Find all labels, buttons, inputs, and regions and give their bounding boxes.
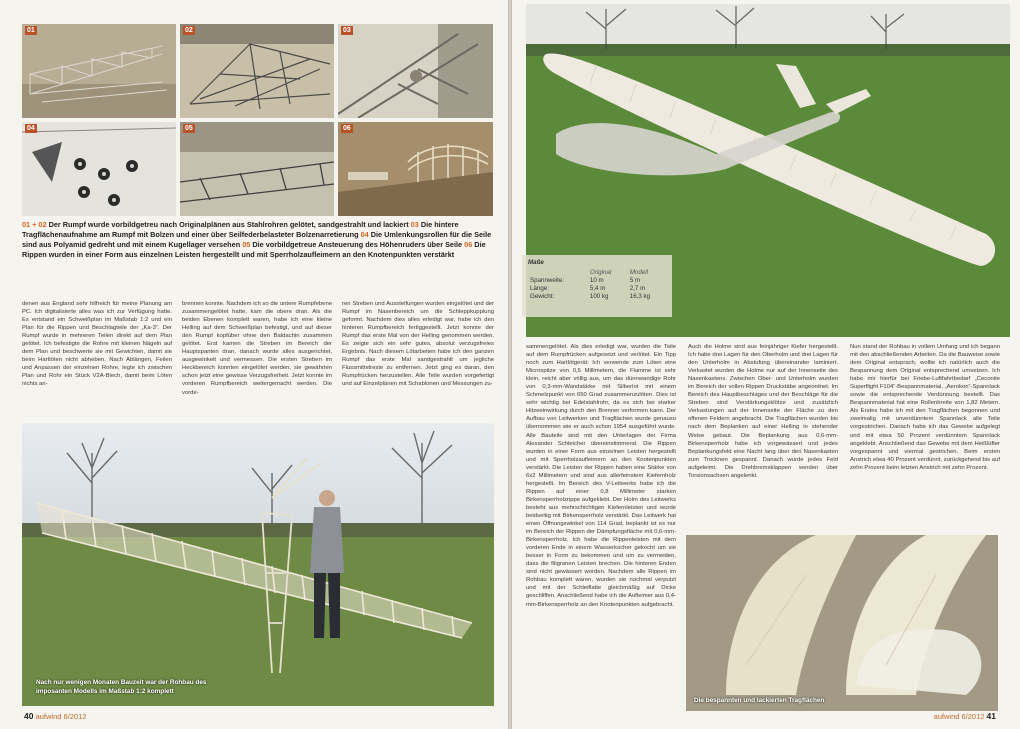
- body-column-3: [850, 343, 1000, 529]
- dimensions-original: 10 m: [589, 277, 604, 284]
- photo-number: 03: [343, 27, 351, 34]
- dimensions-table: [528, 269, 666, 301]
- dimensions-model: 16,3 kg: [629, 293, 651, 300]
- body-column-1: [526, 343, 676, 711]
- wings-photo-caption: Die bespannten und lackierten Tragflächen: [694, 697, 825, 704]
- dimensions-model: 5 m: [629, 277, 641, 284]
- body-text: brennen konnte. Nachdem ich so die untere Rumpfebene zusammengelötet hatte, kam die obere dran. Als die beiden Ebenen komplett waren, habe ich eine kleine Helling auf dem Schweißplan befestigt, und auf dieser den Rumpf kopfüber ohne den Baldachin zusammen gelötet. Erst kamen die Streben im Bereich der Hauptspanten dran, danach wurde alles ausgerichtet, ausgewinkelt und vermessen. Die ersten Streben im Heckbereich konnten eingelötet werden, sie gewährten schon jetzt eine gewisse Verzugsfreiheit. Jetzt konnte im vorderen Rumpfbereich weitergemacht werden. Die vorde-: [182, 301, 332, 396]
- dimensions-row: [528, 277, 666, 285]
- dimensions-col-original: Original: [589, 269, 612, 276]
- dimensions-col-model: Modell: [629, 269, 648, 276]
- magazine-issue: aufwind 6/2012: [933, 712, 985, 721]
- body-text: Auch die Holme sind aus feinjähriger Kiefer hergestellt. Ich habe drei Lagen für den Oberholm und drei Lagen für den Unterholm in Abstufung übereinander laminiert. Verkastet wurden die Holme nur auf der Innenseite des Nasenkastens. Zwischen Ober- und Unterholm wurden im Bereich der vollen Rippen Druckstäbe angeordnet. Im Bereich des Hauptbeschlages und der Beschläge für die Streben sind Verstärkungsklötze und zusätzlich Verkastungen auf der Innenseite der Fläche zu den offenen Feldern angebracht. Die Tragflächen wurden bis nach dem Beplanken auf einer Helling in stehender Weise gebaut. Die Beplankung aus 0,6-mm-Birkensperrholz habe ich vorgewässert und jedes Beplankungsfeld eine Nacht lang über den Nasenkasten zum Trocknen gespannt. Danach wurde jedes Feld aufgeleimt. Die Drehbremsklappen werden über Torsionsachsen angelenkt.: [688, 344, 838, 479]
- caption-number: 01 + 02: [22, 220, 47, 229]
- photo-wing-mount: [338, 24, 493, 118]
- photo-covered-wings: [686, 535, 998, 711]
- dimensions-box: [522, 255, 672, 317]
- dimensions-original: 5,4 m: [589, 285, 606, 292]
- photo-number: 06: [343, 125, 351, 132]
- photo-number: 04: [27, 125, 35, 132]
- magazine-issue: aufwind 6/2012: [35, 712, 87, 721]
- dimensions-label: Länge:: [530, 285, 549, 292]
- caption-text: Die Umlenkungsrollen für die Seile sind aus Polyamid gedreht und mit einem Kugellager versehen: [22, 230, 492, 249]
- body-column-2: [688, 343, 838, 529]
- photo-pulleys: [22, 122, 176, 216]
- dimensions-row: [528, 285, 666, 293]
- caption-number: 05: [242, 240, 251, 249]
- photo-number: 01: [27, 27, 35, 34]
- caption-number: 04: [360, 230, 369, 239]
- body-text: ren Streben und Aussteifungen wurden eingelötet und der Rumpf im Nasenbereich um die Schleppkupplung geformt. Nachdem dies alles erledigt war, habe ich den hinteren Rumpfbereich fertiggestellt. Jetzt konnte der Rumpf das erste Mal von der Helling genommen werden. Es zeigte sich ein sehr gutes, absolut verzugsfreies Ergebnis. Nach diesem Lötarbeiten habe ich den ganzen Rumpf das erste Mal sandgestrahlt um jegliche Flussmittelreste zu entfernen. Jetzt ging es daran, den Rumpfrücken herzustellen. Alle Teile wurden vorgefertigt und auf Einzelplänen mit Schablonen und Messungen zu-: [342, 301, 494, 388]
- photo-caption: [22, 220, 498, 260]
- dimensions-label: Spannweite:: [530, 277, 565, 284]
- right-page: [512, 0, 1020, 729]
- caption-text: Die vorbildgetreue Ansteuerung des Höhenruders über Seile: [250, 240, 465, 249]
- photo-fuselage-frame-2: [180, 24, 334, 118]
- body-column-2: [182, 300, 332, 415]
- dimensions-header-row: [528, 269, 666, 277]
- body-text: Nun stand der Rohbau in vollem Umfang und ich begann mit den abschließenden Arbeiten. Da die Bauweise sowie dem Original entsprach, wollte ich natürlich auch die Bespannung dem Original entsprechend umsetzen. Ich habe mir hierfür bei Friebe-Luftfahrtbedarf „Ceconite Superflight F104“-Bespannmaterial, „Aerokon“-Spannlack sowie die entsprechende Verdünnung bestellt. Das Bespannmaterial hat eine Rollenbreite von 1,82 Metern. Als Erstes habe ich mit den Tragflächen begonnen und zweimalig mit unverdünntem Spannlack alle Teile vorgestrichen. Danach habe ich das Gewebe aufgelegt und mit etwa 50 Prozent verdünntem Spannlack angeklebt. Anschließend das Gewebe mit dem Heißlüfter vorgespannt und viermal gestrichen. Beim ersten Anstrich etwa 40 Prozent verdünnt, zurückgehend bis auf zehn Prozent beim letzten Anstrich mit zehn Prozent.: [850, 344, 1000, 471]
- photo-number: 05: [185, 125, 193, 132]
- body-text: sammengelötet. Als dies erledigt war, wurden die Teile auf dem Rumpfrücken aufgesetzt und verlötet. Ein Tipp noch zum Hartlötgerät: Ich verwende zum Löten eine Microspitze von 0,5 Millimetern, die Flamme ist sehr klein, reicht aber völlig aus, um das dünnwandige Rohr von 0,3-mm-Wandstärke mit Silberlot mit einem Schmelzpunkt von 650 Grad zusammenzulöten. Dies ist sehr wichtig bei Edelstahlrohr, da es sich bei starker Hitzeeinwirkung durch den Brenner verformen kann. Der Aufbau von Leitwerken und Tragflächen wurde genauso übernommen wie er auch schon 1954 ausgeführt wurde. Alle Bauteile sind mit den Unterlagen der Firma Alexander Schleicher übereinstimmend. Die Rippen wurden in einer Form aus einzelnen Leisten hergestellt und mit Sperrholzaufleimern an den Knotenpunkten verstärkt. Die Leisten der Rippen haben eine Stärke von 6x2 Millimetern und sind aus allerfeinstem Kiefernholz hergestellt. Im Bereich des V-Leitwerks habe ich die Rippen auf einer 0,8 Millimeter starken Birkensperrholzrippe aufgeklebt. Der Holm des Leitwerks besteht aus mehrschichtigen Kiefernleisten und wurde beidseitig mit Birkensperrholz verstärkt. Das Leitwerk hat einen Öffnungswinkel von 114 Grad, beplankt ist es nur im Bereich der Rippen der Dämpfungsfläche mit 0,6-mm-Birkensperrholz. Ich habe die Rippenleisten mit dem vorderen Ende in einem Wasserkocher gekocht um sie besser in Form zu bekommen und um zu vermeiden, dass die filigranen Leisten brechen. Die hinteren Enden sind nicht gewässert worden. Nachdem alle Rippen im Rohbau komplett waren, wurden sie nochmal verputzt und mit der Schleiflatte gleichmäßig auf Dicke geschliffen. Anschließend habe ich die Aufleimer aus 0,4-mm-Birkensperrholz an den Knotenpunkten aufgebracht.: [526, 344, 676, 608]
- page-number: 40: [24, 711, 34, 721]
- dimensions-label: Gewicht:: [530, 293, 555, 300]
- page-number: 41: [986, 711, 996, 721]
- photo-ribs-form: [338, 122, 493, 216]
- dimensions-model: 2,7 m: [629, 285, 646, 292]
- caption-text: Die Rippen wurden in einer Form aus einzelnen Leisten hergestellt und mit Sperrholzaufleimern an den Knotenpunkten verstärkt: [22, 240, 486, 259]
- photo-fuselage-frame-1: [22, 24, 176, 118]
- dimensions-row: [528, 293, 666, 301]
- body-column-1: [22, 300, 172, 415]
- caption-number: 03: [410, 220, 419, 229]
- folio-right: [934, 711, 996, 721]
- caption-text: Die hintere Tragflächenaufnahme am Rumpf mit Bolzen und einer über Seilfederbelasteter Bolzenarretierung: [22, 220, 459, 239]
- caption-text: Der Rumpf wurde vorbildgetreu nach Originalplänen aus Stahlrohren gelötet, sandgestrahlt und lackiert: [46, 220, 411, 229]
- photo-elevator-cables: [180, 122, 334, 216]
- body-text: denen aus England sehr hilfreich für meine Planung am PC. Ich digitalisierte alles was ich zur Verfügung hatte. Es entstand ein Schweißplan im Maßstab 1:2 und ein Plan für die Rippen und Beschlagteile der „Ka-3“. Der Rumpf wurde in mehreren Teilen direkt auf dem Plan gelötet. Ich befestigte die Rohre mit kleinen Nägeln auf dem Plan und beschwerte sie mit Gewichten, damit sie beim Hartlöten nicht abheben. Nach Ablängen, Feilen und Anpassen der einzelnen Rohre, legte ich zwischen Plan und Rohr ein Stück V2A-Blech, damit beim Löten nichts an-: [22, 301, 172, 388]
- left-page: [0, 0, 508, 729]
- big-photo-caption: Nach nur wenigen Monaten Bauzeit war der Rohbau des imposanten Modells im Maßstab 1:2 komplett: [36, 679, 207, 695]
- folio-left: [24, 711, 86, 721]
- dimensions-original: 100 kg: [589, 293, 609, 300]
- photo-glider-raw-build: [22, 423, 494, 706]
- body-column-3: [342, 300, 494, 415]
- photo-number: 02: [185, 27, 193, 34]
- dimensions-title: Maße: [528, 259, 544, 266]
- caption-number: 06: [464, 240, 473, 249]
